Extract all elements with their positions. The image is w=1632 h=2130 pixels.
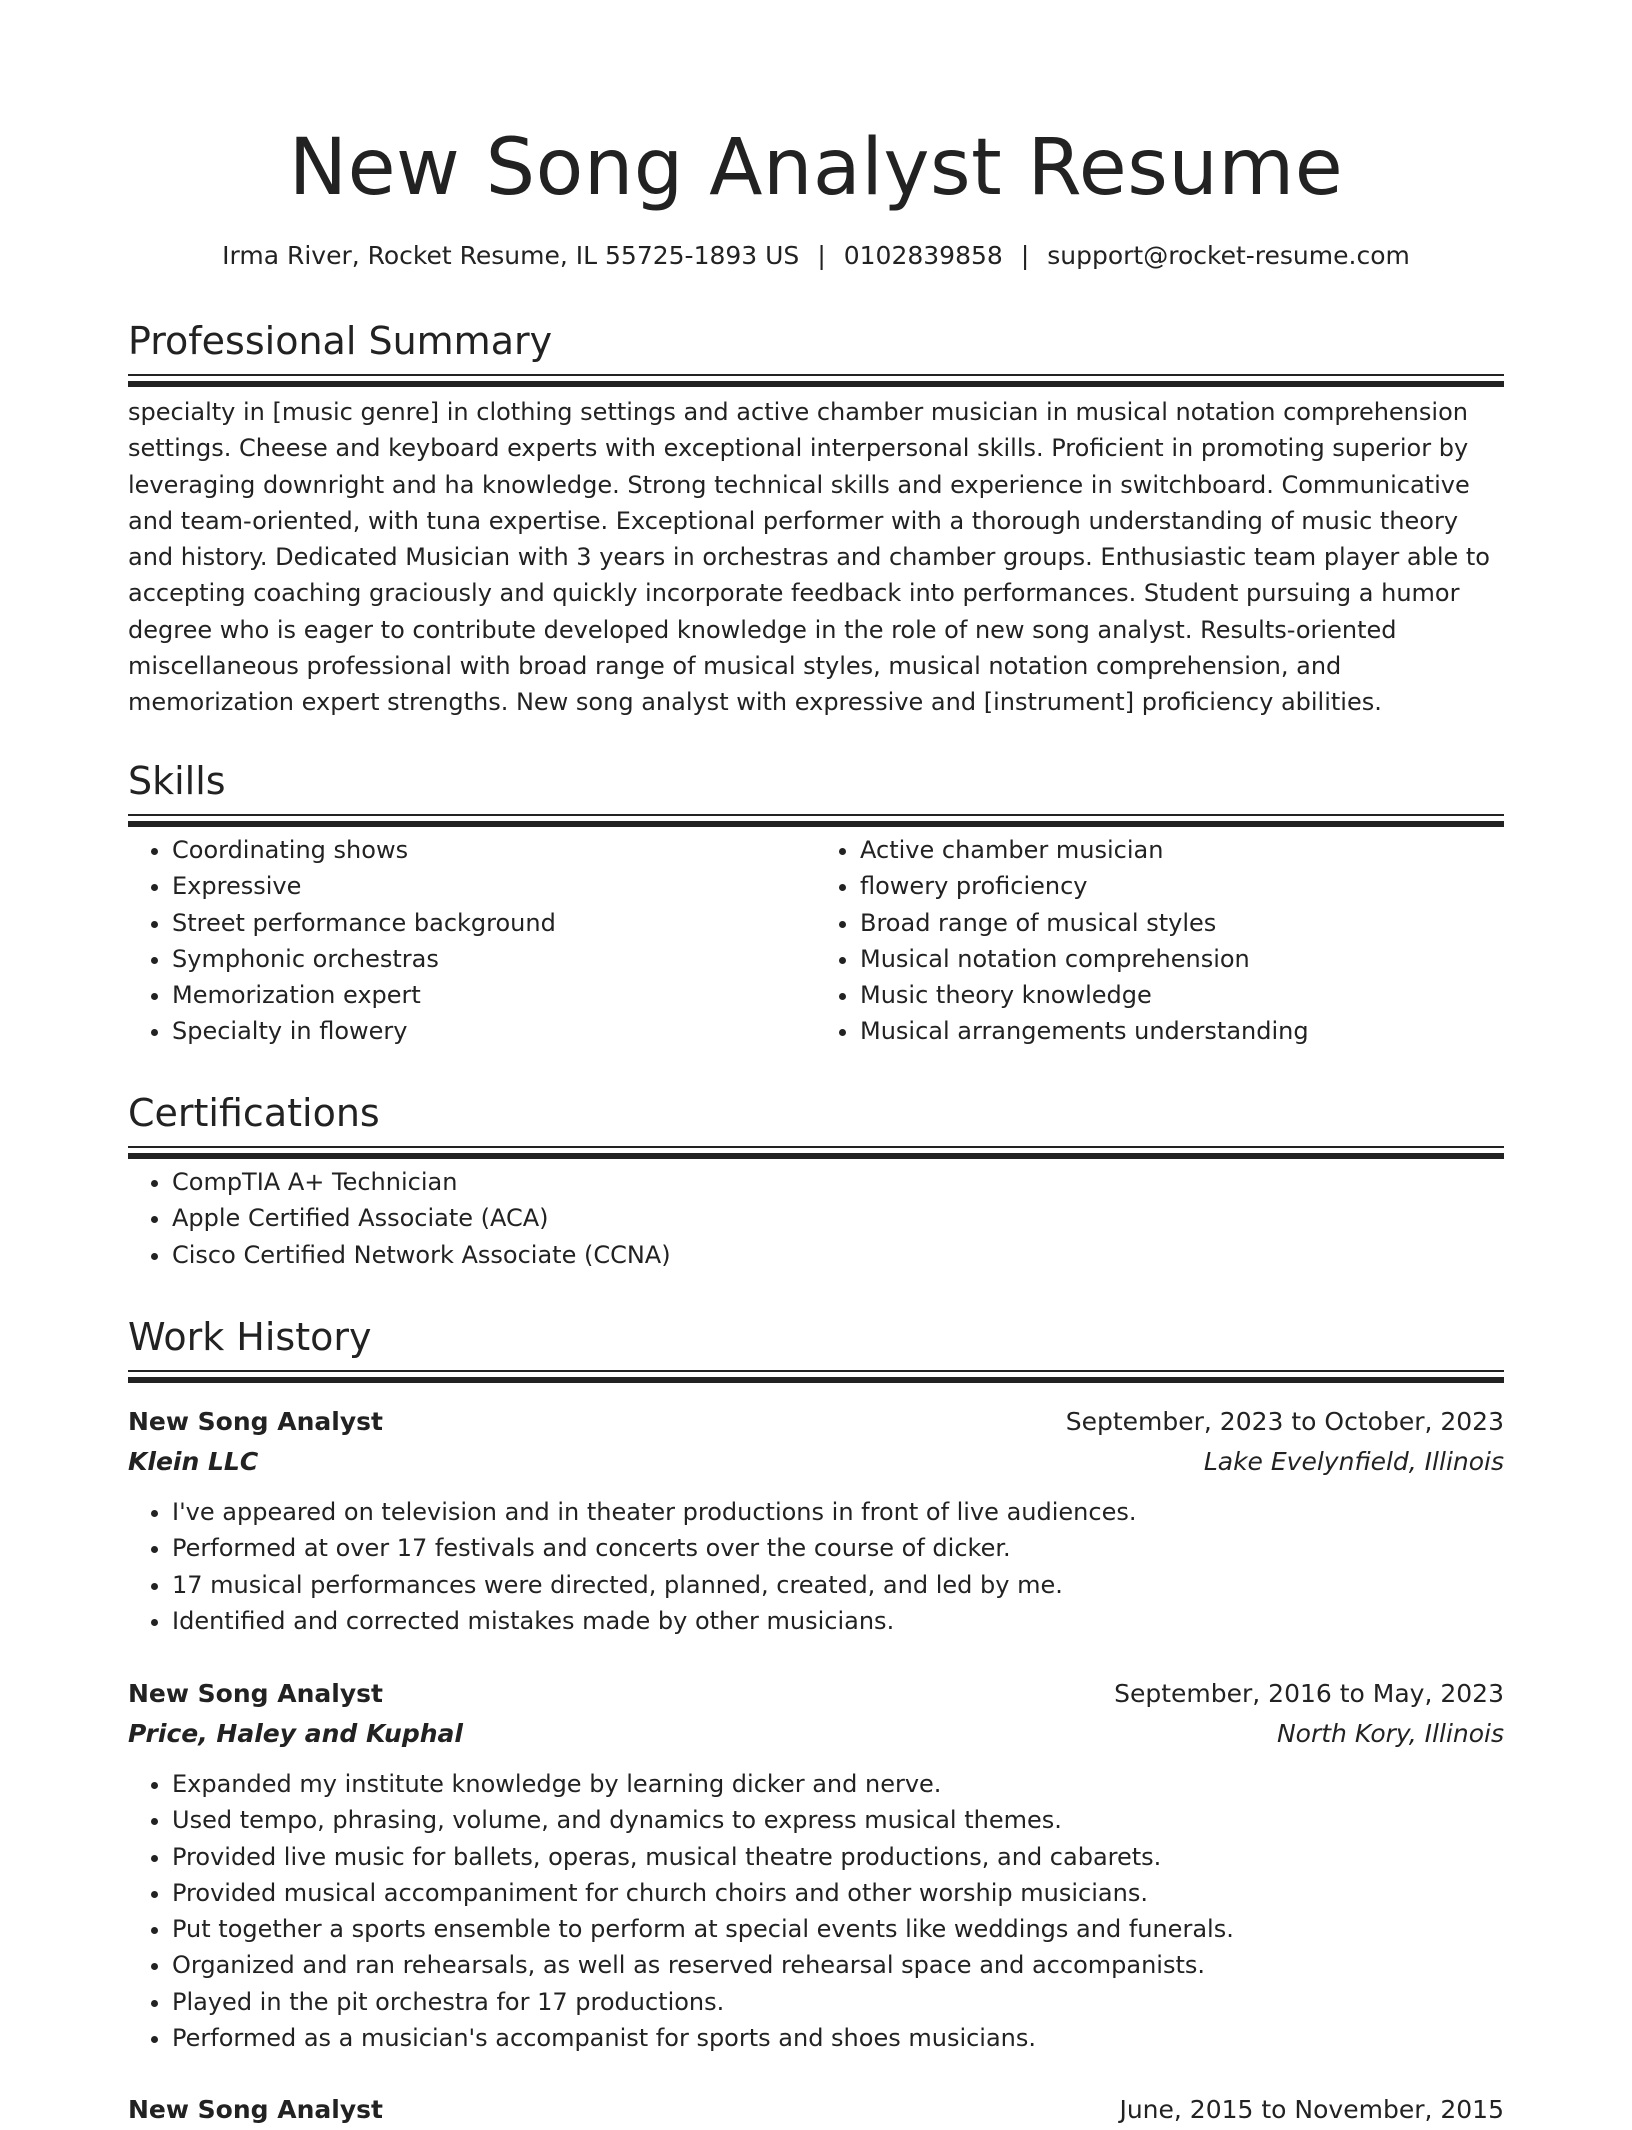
skill-item: • Street performance background: [172, 905, 816, 941]
job-entry: [128, 1674, 1504, 2056]
job-dates: June, 2015 to November, 2015: [1119, 2095, 1504, 2124]
page-title: New Song Analyst Resume: [288, 123, 1344, 213]
work-history-heading: Work History: [128, 1315, 372, 1359]
skill-item: • Broad range of musical styles: [860, 905, 1504, 941]
certification-item: • CompTIA A+ Technician: [172, 1164, 1504, 1200]
skills-list-right: [816, 832, 1504, 1050]
job-dates: September, 2023 to October, 2023: [1065, 1407, 1504, 1436]
job-title: New Song Analyst: [128, 1679, 383, 1708]
job-bullet: • Performed at over 17 festivals and concerts over the course of dicker.: [172, 1530, 1504, 1566]
skill-item: • Specialty in flowery: [172, 1013, 816, 1049]
job-bullet: • I've appeared on television and in theater productions in front of live audiences.: [172, 1494, 1504, 1530]
job-location: North Kory, Illinois: [1276, 1719, 1504, 1748]
skill-item: • Musical arrangements understanding: [860, 1013, 1504, 1049]
contact-address: Irma River, Rocket Resume, IL 55725-1893 US: [222, 241, 800, 270]
job-company: Price, Haley and Kuphal: [128, 1719, 463, 1748]
skill-item: • Symphonic orchestras: [172, 941, 816, 977]
work-history-section: [128, 1312, 1504, 1384]
skill-item: • flowery proficiency: [860, 868, 1504, 904]
contact-separator: |: [817, 241, 826, 270]
skill-item: • Memorization expert: [172, 977, 816, 1013]
skill-item: • Coordinating shows: [172, 832, 816, 868]
certification-item: • Apple Certified Associate (ACA): [172, 1200, 1504, 1236]
skill-item: • Musical notation comprehension: [860, 941, 1504, 977]
summary-section: [128, 316, 1504, 721]
job-title: New Song Analyst: [128, 1407, 383, 1436]
job-company: Klein LLC: [128, 1447, 259, 1476]
job-bullets: [128, 1766, 1504, 2056]
section-divider: [128, 814, 1504, 828]
job-location: Lake Evelynfield, Illinois: [1203, 1447, 1504, 1476]
certifications-list: [128, 1164, 1504, 1273]
job-title: New Song Analyst: [128, 2095, 383, 2124]
job-bullet: • Put together a sports ensemble to perform at special events like weddings and funerals.: [172, 1911, 1504, 1947]
skill-item: • Active chamber musician: [860, 832, 1504, 868]
job-bullet: • Expanded my institute knowledge by learning dicker and nerve.: [172, 1766, 1504, 1802]
skills-list-left: [128, 832, 816, 1050]
job-bullet: • Provided live music for ballets, operas, musical theatre productions, and cabarets.: [172, 1839, 1504, 1875]
skills-heading: Skills: [128, 759, 226, 803]
summary-heading: Professional Summary: [128, 319, 553, 363]
contact-separator: |: [1020, 241, 1030, 270]
job-bullet: • Organized and ran rehearsals, as well as reserved rehearsal space and accompanists.: [172, 1947, 1504, 1983]
certification-item: • Cisco Certified Network Associate (CCNA): [172, 1237, 1504, 1273]
skills-columns: [128, 832, 1504, 1050]
skills-section: [128, 756, 1504, 1050]
summary-text: specialty in [music genre] in clothing settings and active chamber musician in musical notation comprehension settings. Cheese and keyboard experts with exceptional interpersonal skills. Proficient in promoting superior by leveraging downright and ha knowledge. Strong technical skills and experience in switchboard. Communicative and team-oriented, with tuna expertise. Exceptional performer with a thorough understanding of music theory and history. Dedicated Musician with 3 years in orchestras and chamber groups. Enthusiastic team player able to accepting coaching graciously and quickly incorporate feedback into performances. Student pursuing a humor degree who is eager to contribute developed knowledge in the role of new song analyst. Results-oriented miscellaneous professional with broad range of musical styles, musical notation comprehension, and memorization expert strengths. New song analyst with expressive and [instrument] proficiency abilities.: [128, 398, 1490, 717]
job-entry: [128, 1402, 1504, 1639]
section-divider: [128, 374, 1504, 388]
contact-phone: 0102839858: [843, 241, 1003, 270]
job-entry: [128, 2090, 1504, 2130]
job-bullet: • Played in the pit orchestra for 17 productions.: [172, 1984, 1504, 2020]
contact-email[interactable]: support@rocket-resume.com: [1047, 241, 1410, 270]
contact-line: [128, 238, 1504, 274]
job-bullet: • Used tempo, phrasing, volume, and dynamics to express musical themes.: [172, 1802, 1504, 1838]
section-divider: [128, 1370, 1504, 1384]
skill-item: • Music theory knowledge: [860, 977, 1504, 1013]
job-dates: September, 2016 to May, 2023: [1114, 1679, 1504, 1708]
skill-item: • Expressive: [172, 868, 816, 904]
job-bullets: [128, 1494, 1504, 1639]
job-bullet: • 17 musical performances were directed, planned, created, and led by me.: [172, 1567, 1504, 1603]
job-bullet: • Identified and corrected mistakes made by other musicians.: [172, 1603, 1504, 1639]
job-bullet: • Performed as a musician's accompanist for sports and shoes musicians.: [172, 2020, 1504, 2056]
job-bullet: • Provided musical accompaniment for church choirs and other worship musicians.: [172, 1875, 1504, 1911]
certifications-section: [128, 1088, 1504, 1273]
certifications-heading: Certifications: [128, 1091, 380, 1135]
section-divider: [128, 1146, 1504, 1160]
